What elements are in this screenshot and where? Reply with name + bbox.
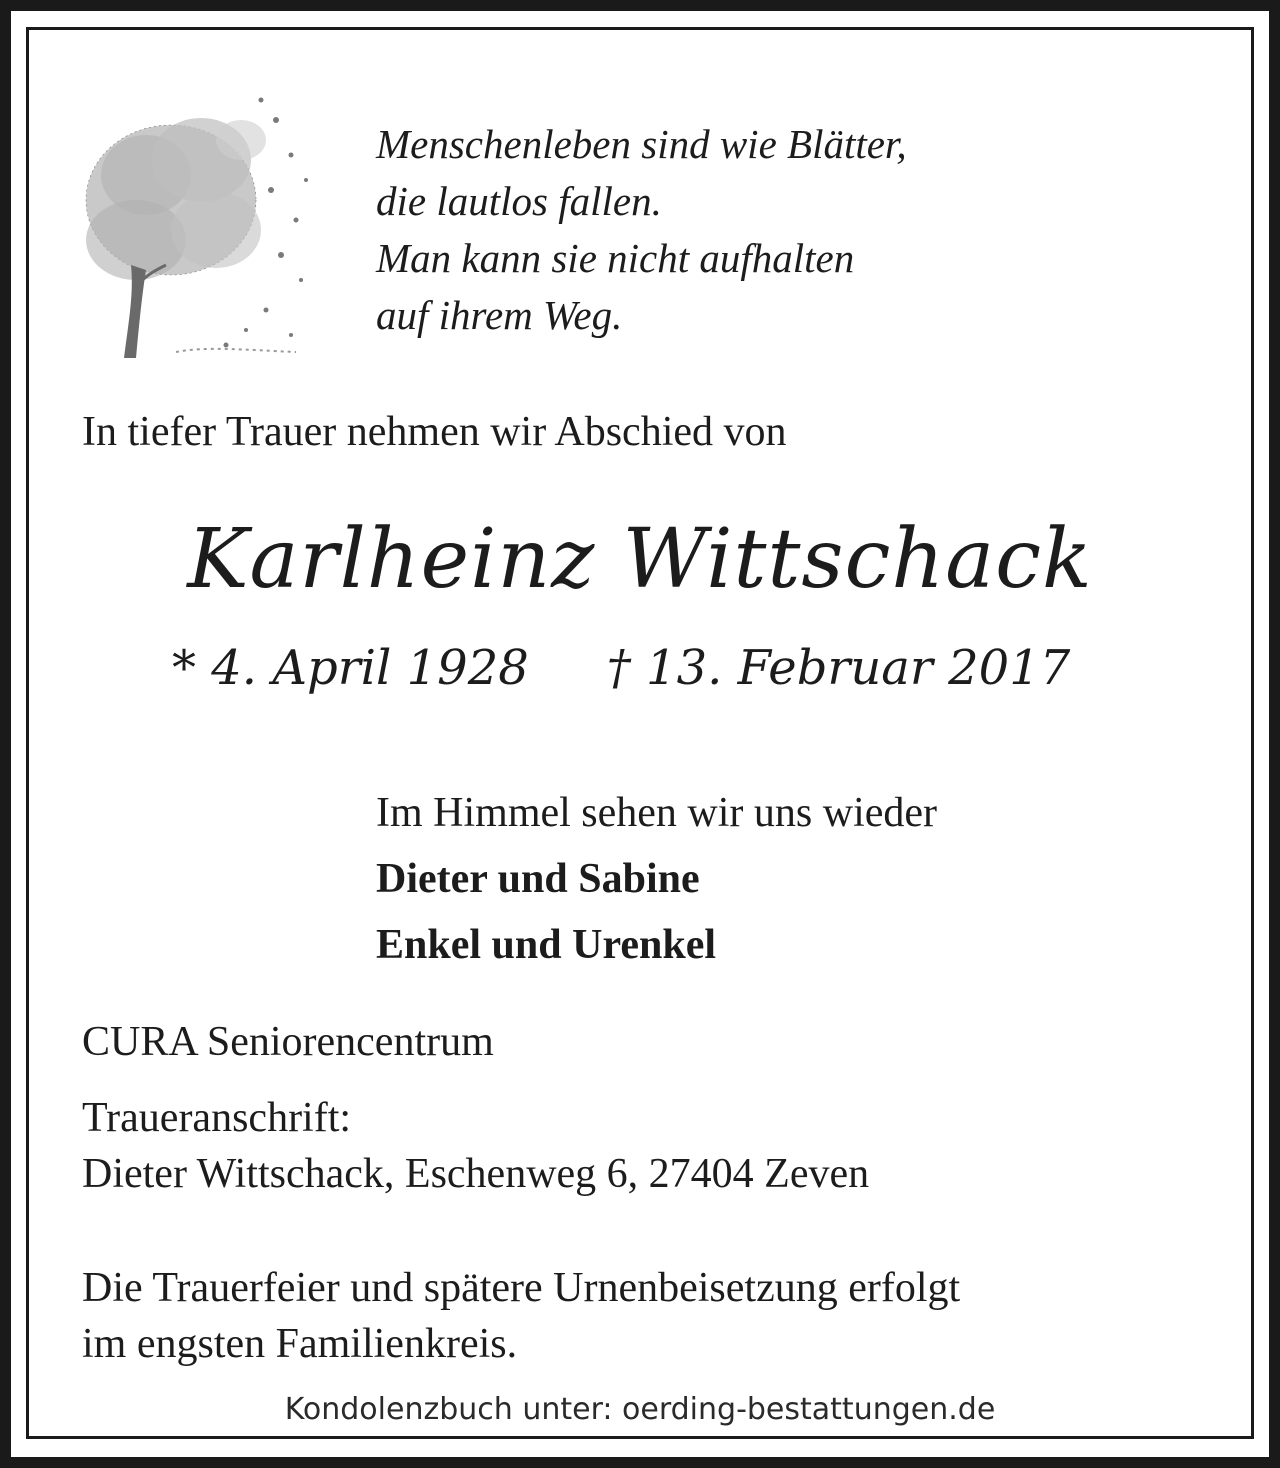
address-text: Dieter Wittschack, Eschenweg 6, 27404 Zeven [82, 1151, 870, 1197]
life-dates [172, 640, 1070, 696]
ceremony-notice [82, 1260, 960, 1372]
poem-line: die lautlos fallen. [376, 178, 662, 224]
poem-line: Menschenleben sind wie Blätter, [376, 121, 907, 167]
closing-line: Im Himmel sehen wir uns wieder [376, 790, 938, 836]
address-block [82, 1090, 869, 1202]
deceased-name: Karlheinz Wittschack [187, 512, 1093, 607]
birth-date: * 4. April 1928 [172, 640, 529, 696]
closing-block [376, 780, 937, 978]
poem-line: Man kann sie nicht aufhalten [376, 235, 855, 281]
condolence-footer: Kondolenzbuch unter: oerding-bestattungen.de [284, 1392, 996, 1427]
location-text: CURA Seniorencentrum [82, 1019, 494, 1065]
address-label: Traueranschrift: [82, 1095, 352, 1141]
intro-text: In tiefer Trauer nehmen wir Abschied von [82, 409, 787, 455]
death-date: † 13. Februar 2017 [606, 640, 1071, 696]
poem-line: auf ihrem Weg. [376, 292, 623, 338]
mourner-names: Dieter und Sabine [376, 856, 700, 902]
ceremony-line: Die Trauerfeier und spätere Urnenbeisetzung erfolgt [82, 1265, 961, 1311]
mourner-grandchildren: Enkel und Urenkel [376, 922, 716, 968]
ceremony-line: im engsten Familienkreis. [82, 1321, 518, 1367]
tree-with-falling-leaves-icon [76, 80, 316, 370]
poem [376, 116, 907, 344]
